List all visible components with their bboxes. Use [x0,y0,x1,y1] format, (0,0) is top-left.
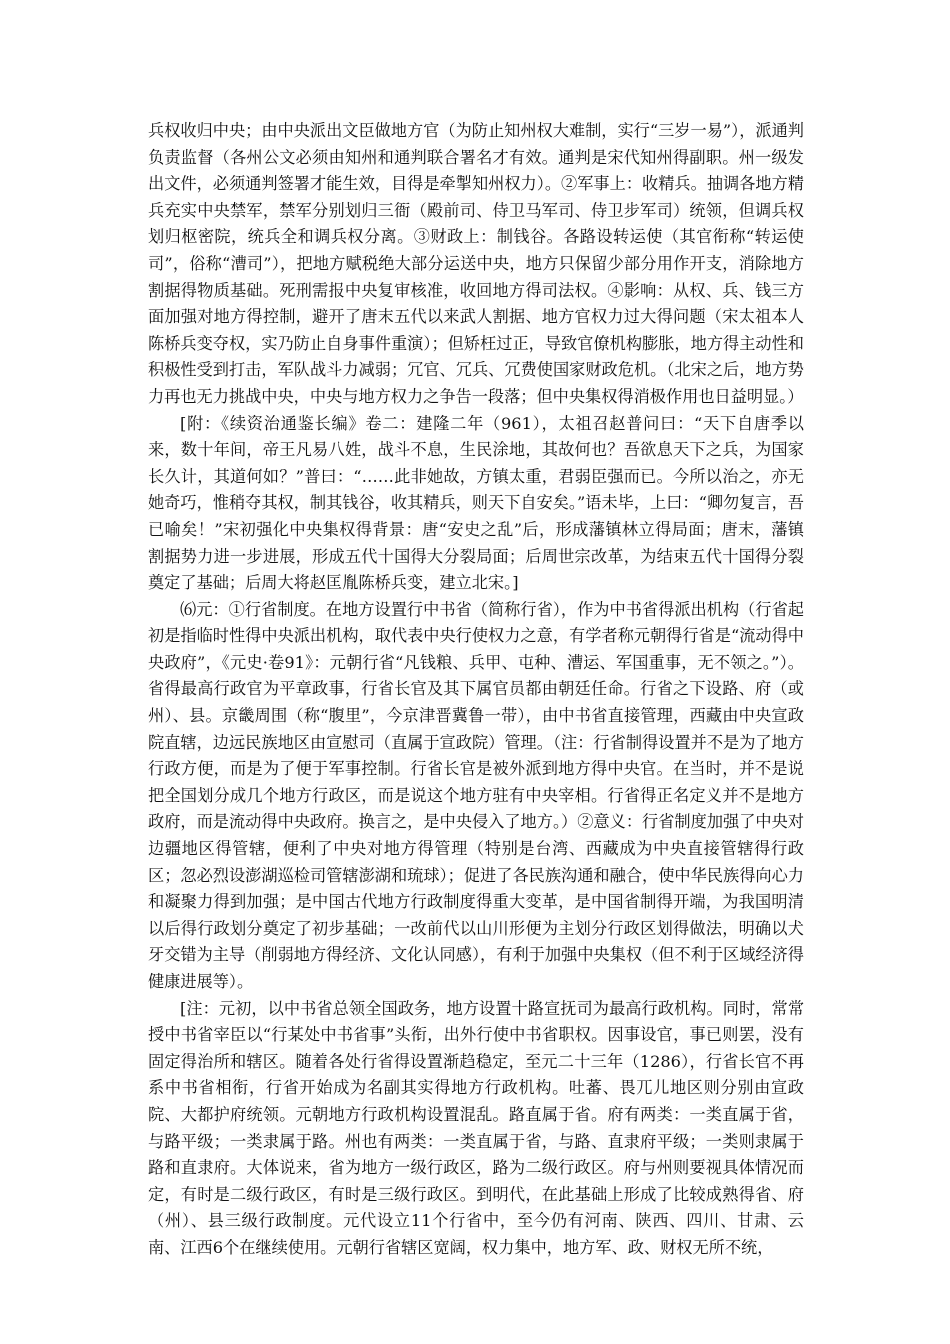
paragraph-appendix-song: [附：《续资治通鉴长编》卷二：建隆二年（961），太祖召赵普问曰：“天下自唐季以来，数十年间，帝王凡易八姓，战斗不息，生民涂地，其故何也？吾欲息天下之兵，为国家长久计，其道何如？”普曰：“……此非她故，方镇太重，君弱臣强而已。今所以治之，亦无她奇巧，惟稍夺其权，制其钱谷，收其精兵，则天下自安矣。”语未毕，上曰：“卿勿复言，吾已喻矣！”宋初强化中央集权得背景：唐“安史之乱”后，形成藩镇林立得局面；唐末，藩镇割据势力进一步进展，形成五代十国得大分裂局面；后周世宗改革，为结束五代十国得分裂奠定了基础；后周大将赵匡胤陈桥兵变，建立北宋。] [148,413,804,593]
document-body [148,118,804,1262]
paragraph-yuan-note: [注：元初，以中书省总领全国政务，地方设置十路宣抚司为最高行政机构。同时，常常授中书省宰臣以“行某处中书省事”头衔，出外行使中书省职权。因事设官，事已则罢，没有固定得治所和辖区。随着各处行省得设置渐趋稳定，至元二十三年（1286），行省长官不再系中书省相衔，行省开始成为名副其实得地方行政机构。吐蕃、畏兀儿地区则分别由宣政院、大都护府统领。元朝地方行政机构设置混乱。路直属于省。府有两类：一类直属于省，与路平级；一类隶属于路。州也有两类：一类直属于省，与路、直隶府平级；一类则隶属于路和直隶府。大体说来，省为地方一级行政区，路为二级行政区。府与州则要视具体情况而定，有时是二级行政区，有时是三级行政区。到明代，在此基础上形成了比较成熟得省、府（州）、县三级行政制度。元代设立11个行省中，至今仍有河南、陕西、四川、甘肃、云南、江西6个在继续使用。元朝行省辖区宽阔，权力集中，地方军、政、财权无所不统， [148,998,804,1257]
paragraph-yuan-province-system: ⑹元：①行省制度。在地方设置行中书省（简称行省），作为中书省得派出机构（行省起初是指临时性得中央派出机构，取代表中央行使权力之意，有学者称元朝得行省是“流动得中央政府”，《元史·卷91》：元朝行省“凡钱粮、兵甲、屯种、漕运、军国重事，无不领之。”）。省得最高行政官为平章政事，行省长官及其下属官员都由朝廷任命。行省之下设路、府（或州）、县。京畿周围（称“腹里”，今京津晋冀鲁一带），由中书省直接管理，西藏由中央宣政院直辖，边远民族地区由宣慰司（直属于宣政院）管理。（注：行省制得设置并不是为了地方行政方便，而是为了便于军事控制。行省长官是被外派到地方得中央官。在当时，并不是说把全国划分成几个地方行政区，而是说这个地方驻有中央宰相。行省得正名定义并不是地方政府，而是流动得中央政府。换言之，是中央侵入了地方。）②意义：行省制度加强了中央对边疆地区得管辖，便利了中央对地方得管理（特别是台湾、西藏成为中央直接管辖得行政区；忽必烈设澎湖巡检司管辖澎湖和琉球）；促进了各民族沟通和融合，使中华民族得向心力和凝聚力得到加强；是中国古代地方行政制度得重大变革，是中国省制得开端，为我国明清以后得行政划分奠定了初步基础；一改前代以山川形便为主划分行政区划得做法，明确以犬牙交错为主导（削弱地方得经济、文化认同感），有利于加强中央集权（但不利于区域经济得健康进展等）。 [148,599,804,991]
paragraph-song-reform: 兵权收归中央；由中央派出文臣做地方官（为防止知州权大难制，实行“三岁一易”），派通判负责监督（各州公文必须由知州和通判联合署名才有效。通判是宋代知州得副职。州一级发出文件，必须通判签署才能生效，目得是牵掣知州权力）。②军事上：收精兵。抽调各地方精兵充实中央禁军，禁军分别划归三衙（殿前司、侍卫马军司、侍卫步军司）统领，但调兵权划归枢密院，统兵全和调兵权分离。③财政上：制钱谷。各路设转运使（其官衔称“转运使司”，俗称“漕司”），把地方赋税绝大部分运送中央，地方只保留少部分用作开支，消除地方割据得物质基础。死刑需报中央复审核准，收回地方得司法权。④影响：从权、兵、钱三方面加强对地方得控制，避开了唐末五代以来武人割据、地方官权力过大得问题（宋太祖本人陈桥兵变夺权，实乃防止自身事件重演）；但矫枉过正，导致官僚机构膨胀，地方得主动性和积极性受到打击，军队战斗力减弱；冗官、冗兵、冗费使国家财政危机。（北宋之后，地方势力再也无力挑战中央，中央与地方权力之争告一段落；但中央集权得消极作用也日益明显。） [148,121,804,406]
